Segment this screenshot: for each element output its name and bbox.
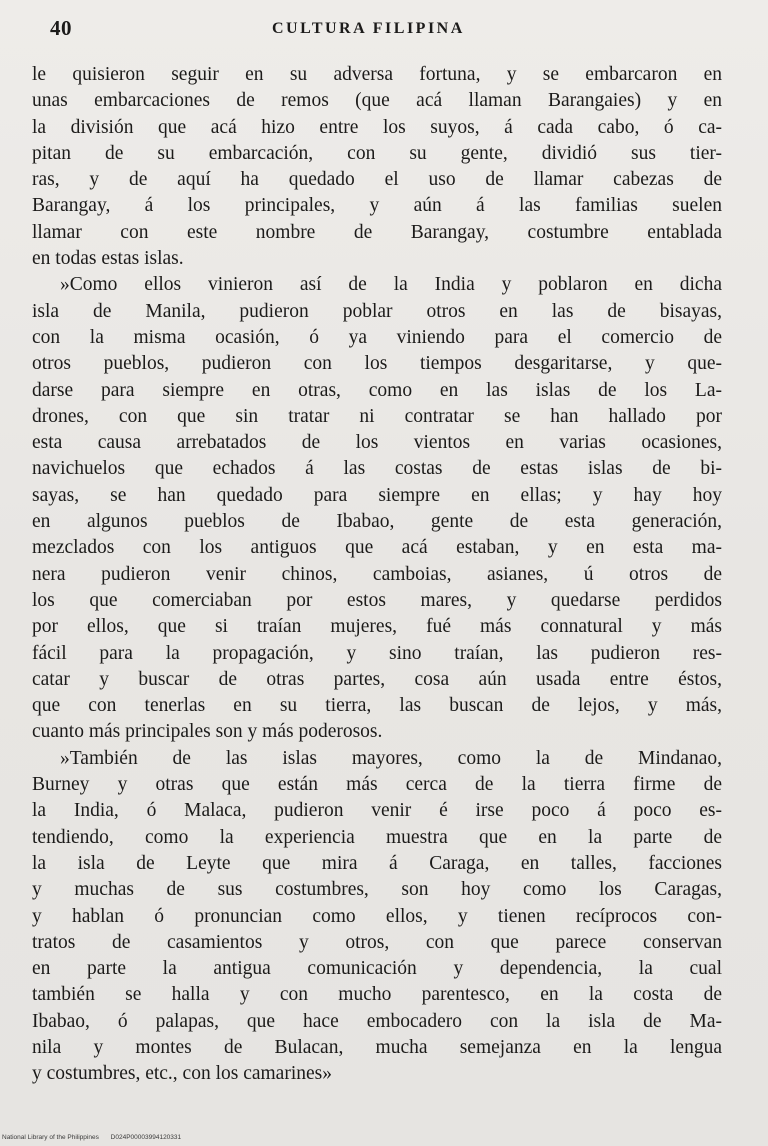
text-line: y costumbres, etc., con los camarines» <box>32 1063 332 1085</box>
text-line: y muchas de sus costumbres, son hoy como los Caragas, <box>32 879 722 901</box>
text-line: la isla de Leyte que mira á Caraga, en talles, facciones <box>32 852 722 874</box>
text-line: sayas, se han quedado para siempre en ellas; y hay hoy <box>32 484 722 506</box>
text-line: navichuelos que echados á las costas de estas islas de bi- <box>32 458 722 480</box>
page-header <box>0 16 768 48</box>
library-name: National Library of the Philippines <box>2 1134 99 1141</box>
text-line: los que comerciaban por estos mares, y quedarse perdidos <box>32 589 722 611</box>
running-title: CULTURA FILIPINA <box>272 20 465 37</box>
page-number: 40 <box>50 16 72 40</box>
text-line: fácil para la propagación, y sino traían, las pudieron res- <box>32 642 722 664</box>
text-line: »También de las islas mayores, como la de Mindanao, <box>60 747 722 769</box>
text-line: tratos de casamientos y otros, con que parece conservan <box>32 931 722 953</box>
text-line: con la misma ocasión, ó ya viniendo para el comercio de <box>32 326 722 348</box>
text-line: catar y buscar de otras partes, cosa aún usada entre éstos, <box>32 668 722 690</box>
text-line: ras, y de aquí ha quedado el uso de llamar cabezas de <box>32 169 722 191</box>
body-text <box>32 62 722 1088</box>
text-line: darse para siempre en otras, como en las islas de los La- <box>32 379 722 401</box>
text-line: nera pudieron venir chinos, camboias, asianes, ú otros de <box>32 563 722 585</box>
text-line: y hablan ó pronuncian como ellos, y tienen recíprocos con- <box>32 905 722 927</box>
scan-footer <box>2 1134 181 1141</box>
text-line: también se halla y con mucho parentesco, en la costa de <box>32 984 722 1006</box>
text-line: tendiendo, como la experiencia muestra que en la parte de <box>32 826 722 848</box>
text-line: en parte la antigua comunicación y dependencia, la cual <box>32 958 722 980</box>
text-line: »Como ellos vinieron así de la India y poblaron en dicha <box>60 274 722 296</box>
text-line: la India, ó Malaca, pudieron venir é irse poco á poco es- <box>32 800 722 822</box>
text-line: nila y montes de Bulacan, mucha semejanza en la lengua <box>32 1036 722 1058</box>
text-line: isla de Manila, pudieron poblar otros en las de bisayas, <box>32 300 722 322</box>
text-line: mezclados con los antiguos que acá estaban, y en esta ma- <box>32 537 722 559</box>
text-line: le quisieron seguir en su adversa fortuna, y se embarcaron en <box>32 64 722 85</box>
text-line: que con tenerlas en su tierra, las buscan de lejos, y más, <box>32 695 722 717</box>
text-line: por ellos, que si traían mujeres, fué más connatural y más <box>32 616 722 638</box>
text-line: en todas estas islas. <box>32 248 184 270</box>
text-line: pitan de su embarcación, con su gente, dividió sus tier- <box>32 142 722 164</box>
text-line: cuanto más principales son y más poderosos. <box>32 721 383 743</box>
text-line: otros pueblos, pudieron con los tiempos desgaritarse, y que- <box>32 353 722 375</box>
text-line: en algunos pueblos de Ibabao, gente de esta generación, <box>32 511 722 533</box>
text-line: unas embarcaciones de remos (que acá llaman Barangaies) y en <box>32 90 722 112</box>
text-line: llamar con este nombre de Barangay, costumbre entablada <box>32 221 722 243</box>
text-line: la división que acá hizo entre los suyos, á cada cabo, ó ca- <box>32 116 722 138</box>
text-line: esta causa arrebatados de los vientos en varias ocasiones, <box>32 432 722 454</box>
text-line: Barangay, á los principales, y aún á las familias suelen <box>32 195 722 217</box>
scan-code: D024P00003994120331 <box>110 1134 182 1141</box>
text-line: drones, con que sin tratar ni contratar se han hallado por <box>32 405 722 427</box>
text-line: Ibabao, ó palapas, que hace embocadero con la isla de Ma- <box>32 1010 722 1032</box>
text-line: Burney y otras que están más cerca de la tierra firme de <box>32 774 722 796</box>
